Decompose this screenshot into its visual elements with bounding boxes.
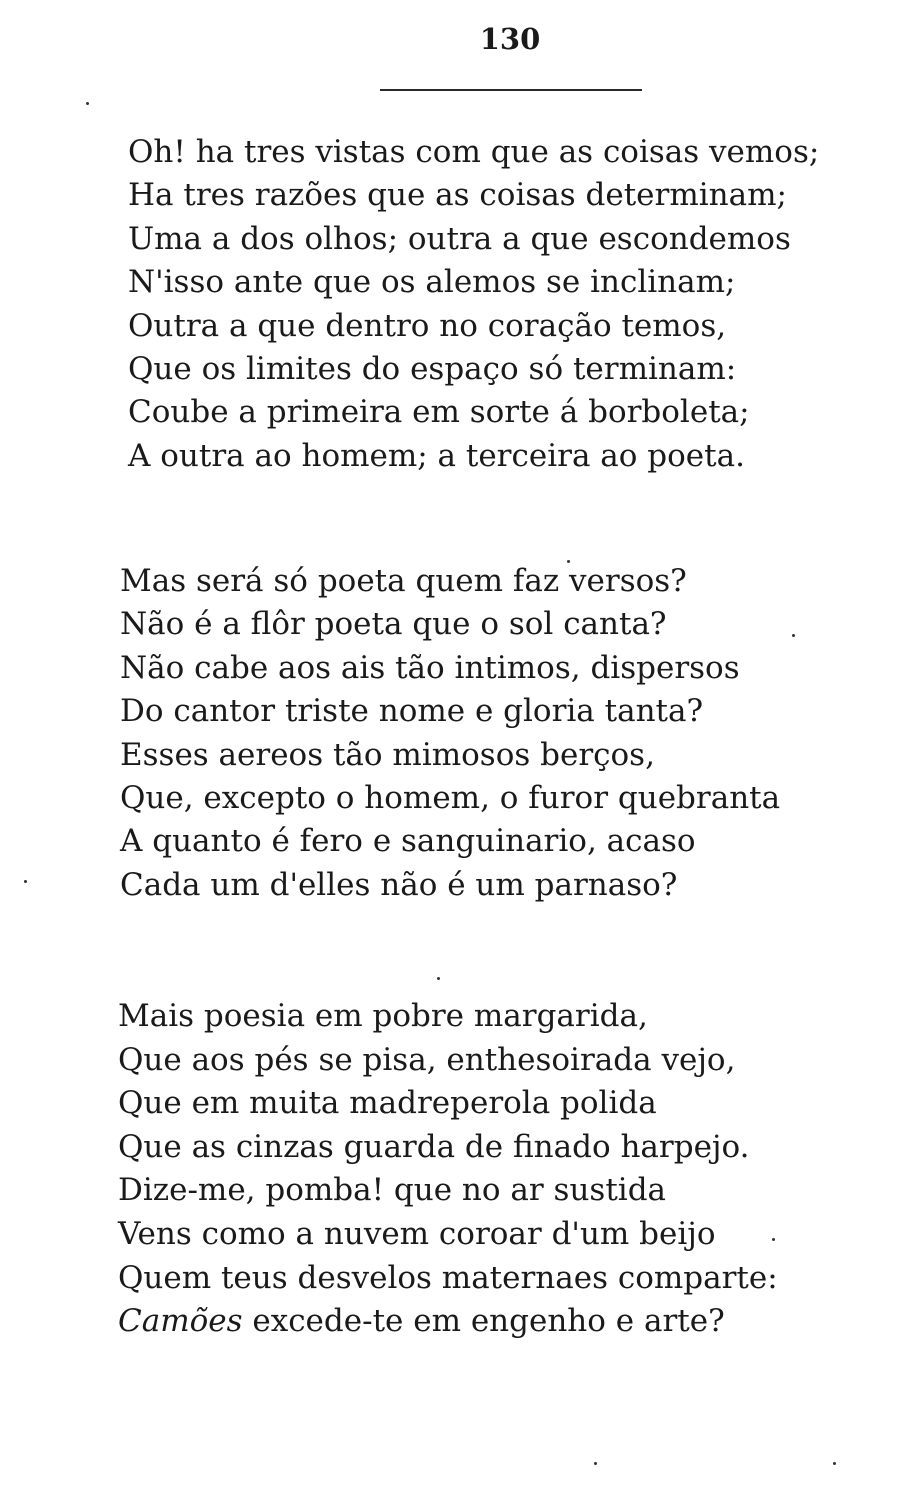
verse-line: Que aos pés se pisa, enthesoirada vejo,	[118, 1041, 736, 1078]
verse-line-rest: excede-te em engenho e arte?	[242, 1303, 725, 1340]
verse-line: Outra a que dentro no coração temos,	[128, 307, 727, 344]
stanza-2	[120, 560, 780, 907]
page-number: 130	[479, 22, 541, 56]
verse-line: Cada um d'elles não é um parnaso?	[120, 866, 678, 903]
verse-line: Uma a dos olhos; outra a que escondemos	[128, 220, 791, 257]
verse-line: Dize-me, pomba! que no ar sustida	[118, 1172, 667, 1209]
verse-line: Não cabe aos ais tão intimos, dispersos	[120, 649, 740, 686]
print-speck	[833, 1462, 836, 1465]
italic-name: Camões	[118, 1303, 243, 1340]
verse-line: Mais poesia em pobre margarida,	[118, 998, 648, 1034]
print-speck	[86, 102, 89, 105]
print-speck	[567, 560, 570, 563]
verse-line: Quem teus desvelos maternaes comparte:	[118, 1259, 778, 1296]
verse-line: Que, excepto o homem, o furor quebranta	[120, 779, 781, 816]
stanza-1	[128, 131, 819, 478]
print-speck	[792, 634, 795, 637]
verse-line: Que em muita madreperola polida	[118, 1085, 657, 1122]
verse-line: N'isso ante que os alemos se inclinam;	[128, 264, 736, 301]
verse-line: Que as cinzas guarda de finado harpejo.	[118, 1128, 750, 1165]
verse-line: Coube a primeira em sorte á borboleta;	[128, 394, 750, 431]
verse-line: Não é a flôr poeta que o sol canta?	[120, 606, 667, 643]
stanza-3	[118, 995, 778, 1344]
verse-line: Vens como a nuvem coroar d'um beijo	[118, 1215, 716, 1252]
verse-line: Mas será só poeta quem faz versos?	[120, 563, 687, 599]
header-rule	[380, 89, 642, 91]
verse-line: Oh! ha tres vistas com que as coisas vemos;	[128, 134, 820, 170]
verse-line: Ha tres razões que as coisas determinam;	[128, 177, 787, 214]
print-speck	[437, 977, 440, 980]
verse-line-last	[118, 1300, 778, 1344]
print-speck	[24, 880, 27, 883]
print-speck	[594, 1462, 597, 1465]
print-speck	[772, 1238, 775, 1241]
verse-line: A outra ao homem; a terceira ao poeta.	[128, 437, 745, 474]
verse-line: Que os limites do espaço só terminam:	[128, 350, 737, 387]
verse-line: A quanto é fero e sanguinario, acaso	[120, 823, 696, 860]
verse-line: Esses aereos tão mimosos berços,	[120, 736, 655, 773]
verse-line: Do cantor triste nome e gloria tanta?	[120, 693, 704, 730]
